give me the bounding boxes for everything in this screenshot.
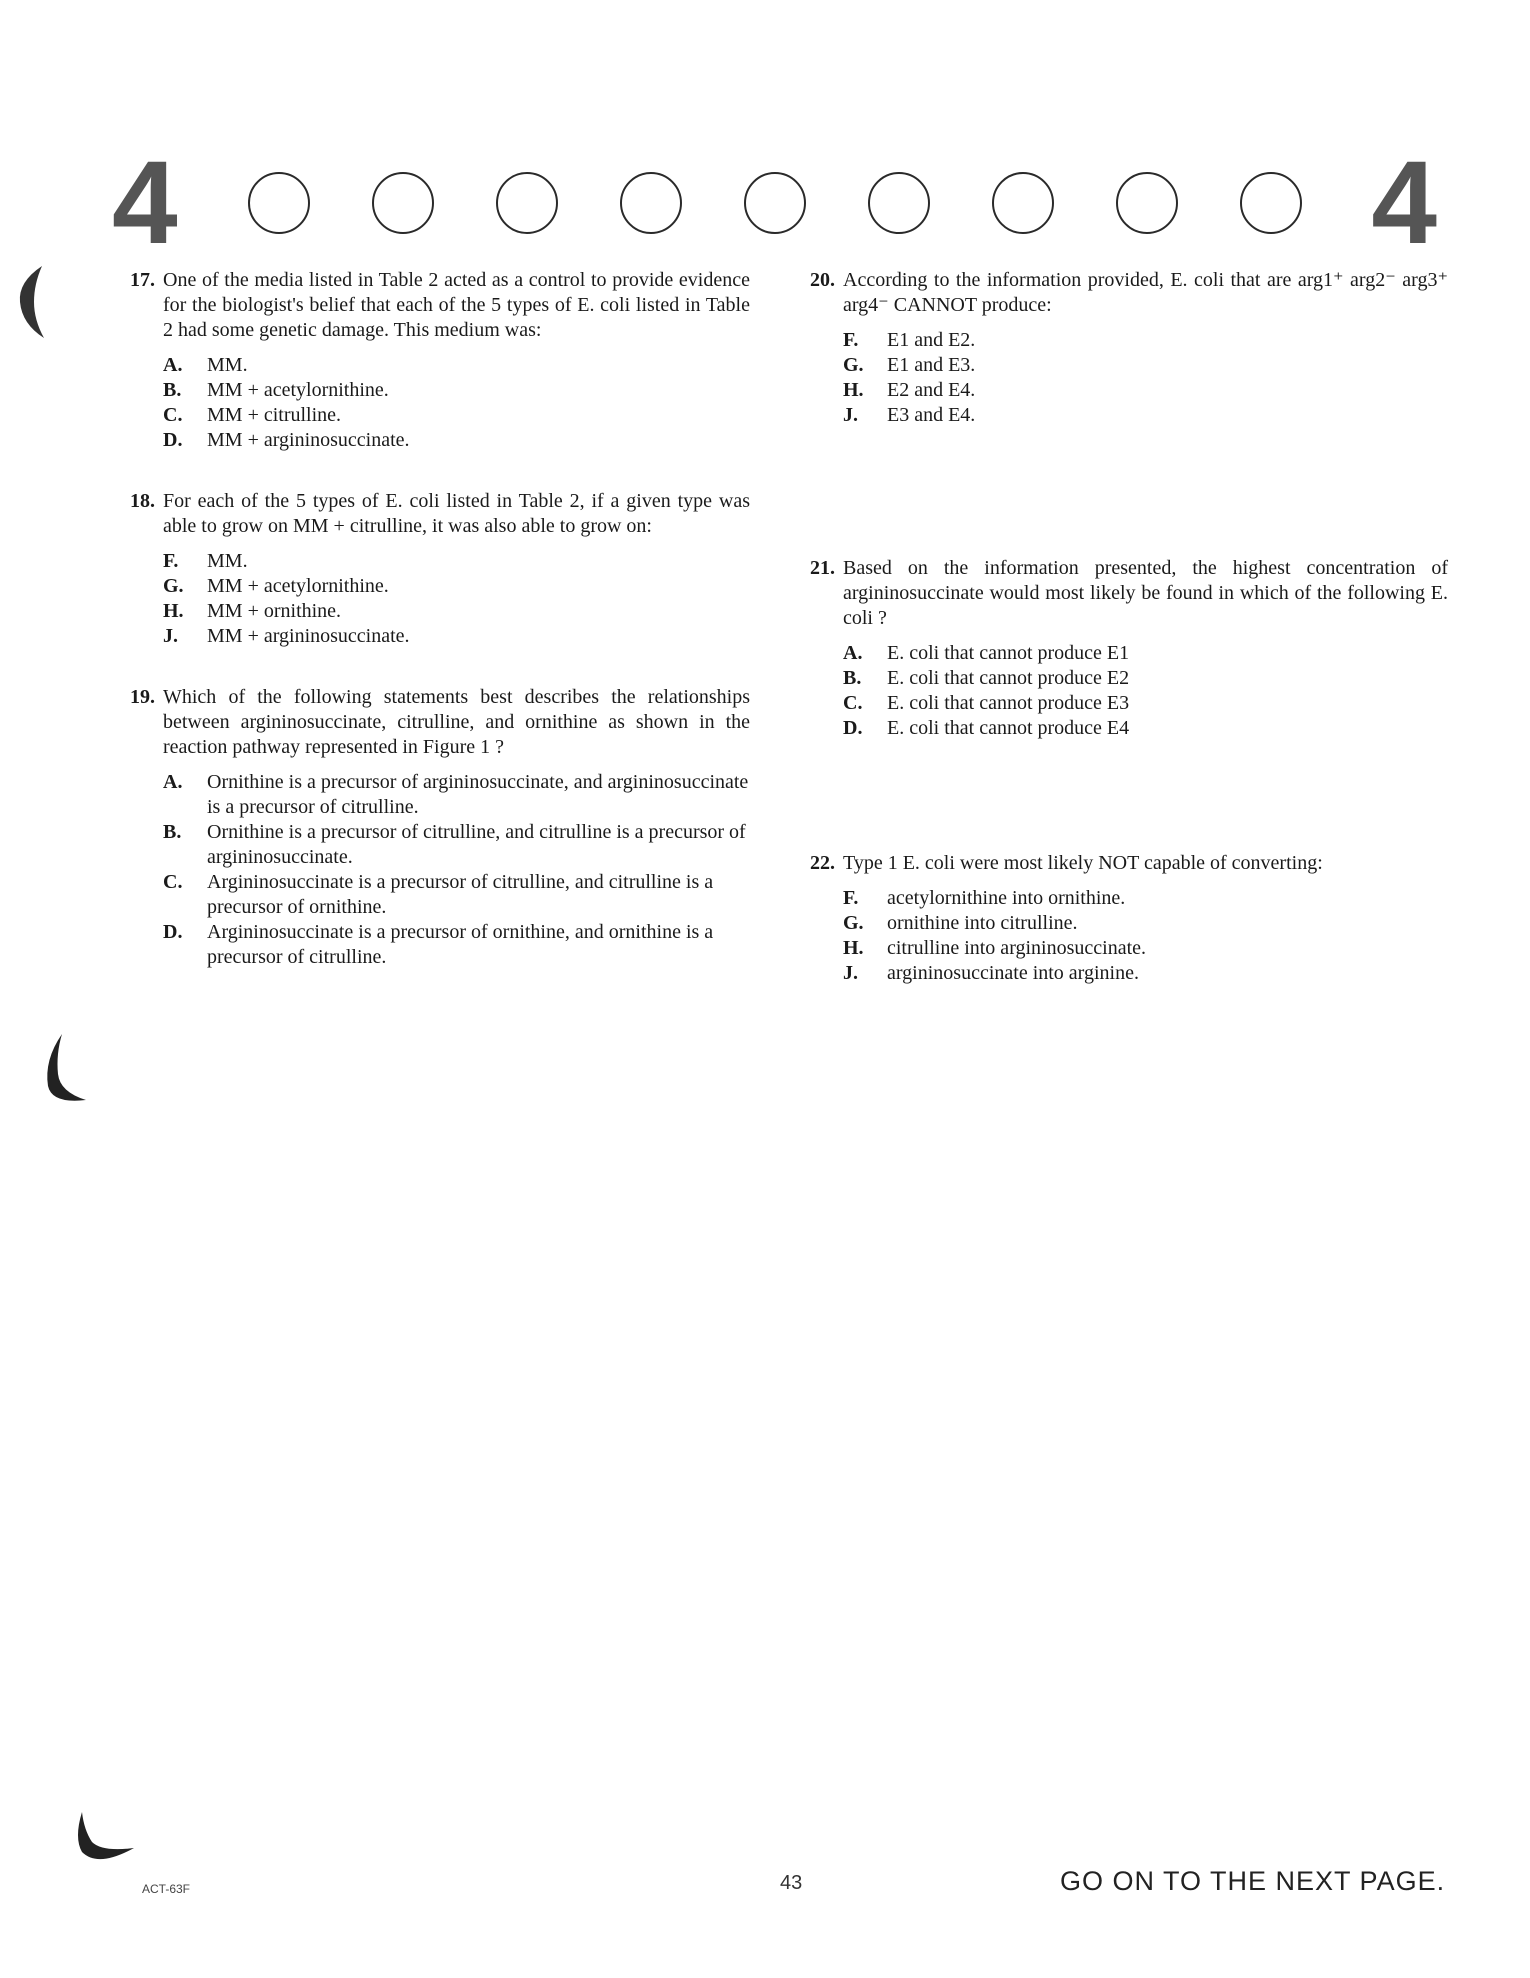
question-number: 18. — [130, 490, 155, 512]
answer-options — [163, 353, 750, 453]
binder-mark-icon — [40, 1030, 90, 1110]
section-header — [112, 137, 1437, 269]
answer-option[interactable]: B. E. coli that cannot produce E2 — [843, 667, 1130, 689]
answer-option[interactable]: H. E2 and E4. — [843, 379, 976, 401]
answer-option[interactable]: C. Argininosuccinate is a precursor of citrulline, and citrulline is a precursor of ornithine. — [163, 871, 714, 918]
left-column — [118, 268, 750, 1006]
question-stem: For each of the 5 types of E. coli listed in Table 2, if a given type was able to grow on MM + citrulline, it was also able to grow on: — [163, 490, 750, 537]
answer-option[interactable]: H. citrulline into argininosuccinate. — [843, 937, 1147, 959]
header-circle — [1116, 172, 1178, 234]
answer-option[interactable]: J. MM + argininosuccinate. — [163, 625, 410, 647]
answer-option[interactable]: F. MM. — [163, 550, 248, 572]
answer-option[interactable]: G. ornithine into citrulline. — [843, 912, 1078, 934]
header-circle — [372, 172, 434, 234]
header-circle — [248, 172, 310, 234]
question-22 — [798, 851, 1448, 986]
answer-option[interactable]: A. E. coli that cannot produce E1 — [843, 642, 1130, 664]
answer-option[interactable]: D. MM + argininosuccinate. — [163, 429, 410, 451]
question-18 — [118, 489, 750, 649]
section-number-left: 4 — [112, 137, 178, 269]
answer-option[interactable]: B. Ornithine is a precursor of citrulline, and citrulline is a precursor of argininosuccinate. — [163, 821, 746, 868]
question-21 — [798, 556, 1448, 741]
answer-option[interactable]: H. MM + ornithine. — [163, 600, 342, 622]
question-number: 22. — [810, 852, 835, 874]
answer-options — [163, 549, 750, 649]
header-circle — [1240, 172, 1302, 234]
question-stem: Type 1 E. coli were most likely NOT capable of converting: — [843, 852, 1323, 874]
header-circle — [620, 172, 682, 234]
question-19 — [118, 685, 750, 970]
question-stem: According to the information provided, E. coli that are arg1⁺ arg2⁻ arg3⁺ arg4⁻ CANNOT produce: — [843, 269, 1448, 316]
answer-option[interactable]: J. argininosuccinate into arginine. — [843, 962, 1139, 984]
question-number: 21. — [810, 557, 835, 579]
answer-options — [163, 770, 750, 970]
answer-options — [843, 328, 1448, 428]
form-code: ACT-63F — [142, 1882, 191, 1896]
answer-option[interactable]: D. E. coli that cannot produce E4 — [843, 717, 1130, 739]
question-20 — [798, 268, 1448, 428]
binder-mark-icon — [12, 262, 48, 342]
page-number: 43 — [780, 1872, 803, 1894]
answer-option[interactable]: A. Ornithine is a precursor of argininosuccinate, and argininosuccinate is a precursor of citrulline. — [163, 771, 749, 818]
answer-option[interactable]: A. MM. — [163, 354, 248, 376]
question-number: 17. — [130, 269, 155, 291]
answer-option[interactable]: C. E. coli that cannot produce E3 — [843, 692, 1130, 714]
question-stem: Which of the following statements best describes the relationships between argininosuccinate, citrulline, and ornithine as shown in the reaction pathway represented in Figure 1 ? — [163, 686, 750, 758]
next-page-notice: GO ON TO THE NEXT PAGE. — [1060, 1866, 1446, 1896]
answer-options — [843, 886, 1448, 986]
answer-option[interactable]: F. acetylornithine into ornithine. — [843, 887, 1126, 909]
answer-option[interactable]: B. MM + acetylornithine. — [163, 379, 389, 401]
header-circle — [992, 172, 1054, 234]
answer-options — [843, 641, 1448, 741]
answer-option[interactable]: G. MM + acetylornithine. — [163, 575, 389, 597]
header-circle — [868, 172, 930, 234]
question-number: 19. — [130, 686, 155, 708]
question-17 — [118, 268, 750, 453]
answer-option[interactable]: F. E1 and E2. — [843, 329, 976, 351]
header-circle — [744, 172, 806, 234]
section-number-right: 4 — [1371, 137, 1437, 269]
answer-option[interactable]: C. MM + citrulline. — [163, 404, 342, 426]
header-circle — [496, 172, 558, 234]
answer-option[interactable]: J. E3 and E4. — [843, 404, 976, 426]
answer-option[interactable]: G. E1 and E3. — [843, 354, 976, 376]
header-circles — [178, 172, 1372, 234]
question-stem: Based on the information presented, the highest concentration of argininosuccinate would most likely be found in which of the following E. coli ? — [843, 557, 1448, 629]
answer-option[interactable]: D. Argininosuccinate is a precursor of ornithine, and ornithine is a precursor of citrulline. — [163, 921, 714, 968]
binder-mark-icon — [72, 1808, 142, 1868]
right-column — [798, 268, 1448, 1022]
question-number: 20. — [810, 269, 835, 291]
question-stem: One of the media listed in Table 2 acted as a control to provide evidence for the biologist's belief that each of the 5 types of E. coli listed in Table 2 had some genetic damage. This medium was: — [163, 269, 750, 341]
